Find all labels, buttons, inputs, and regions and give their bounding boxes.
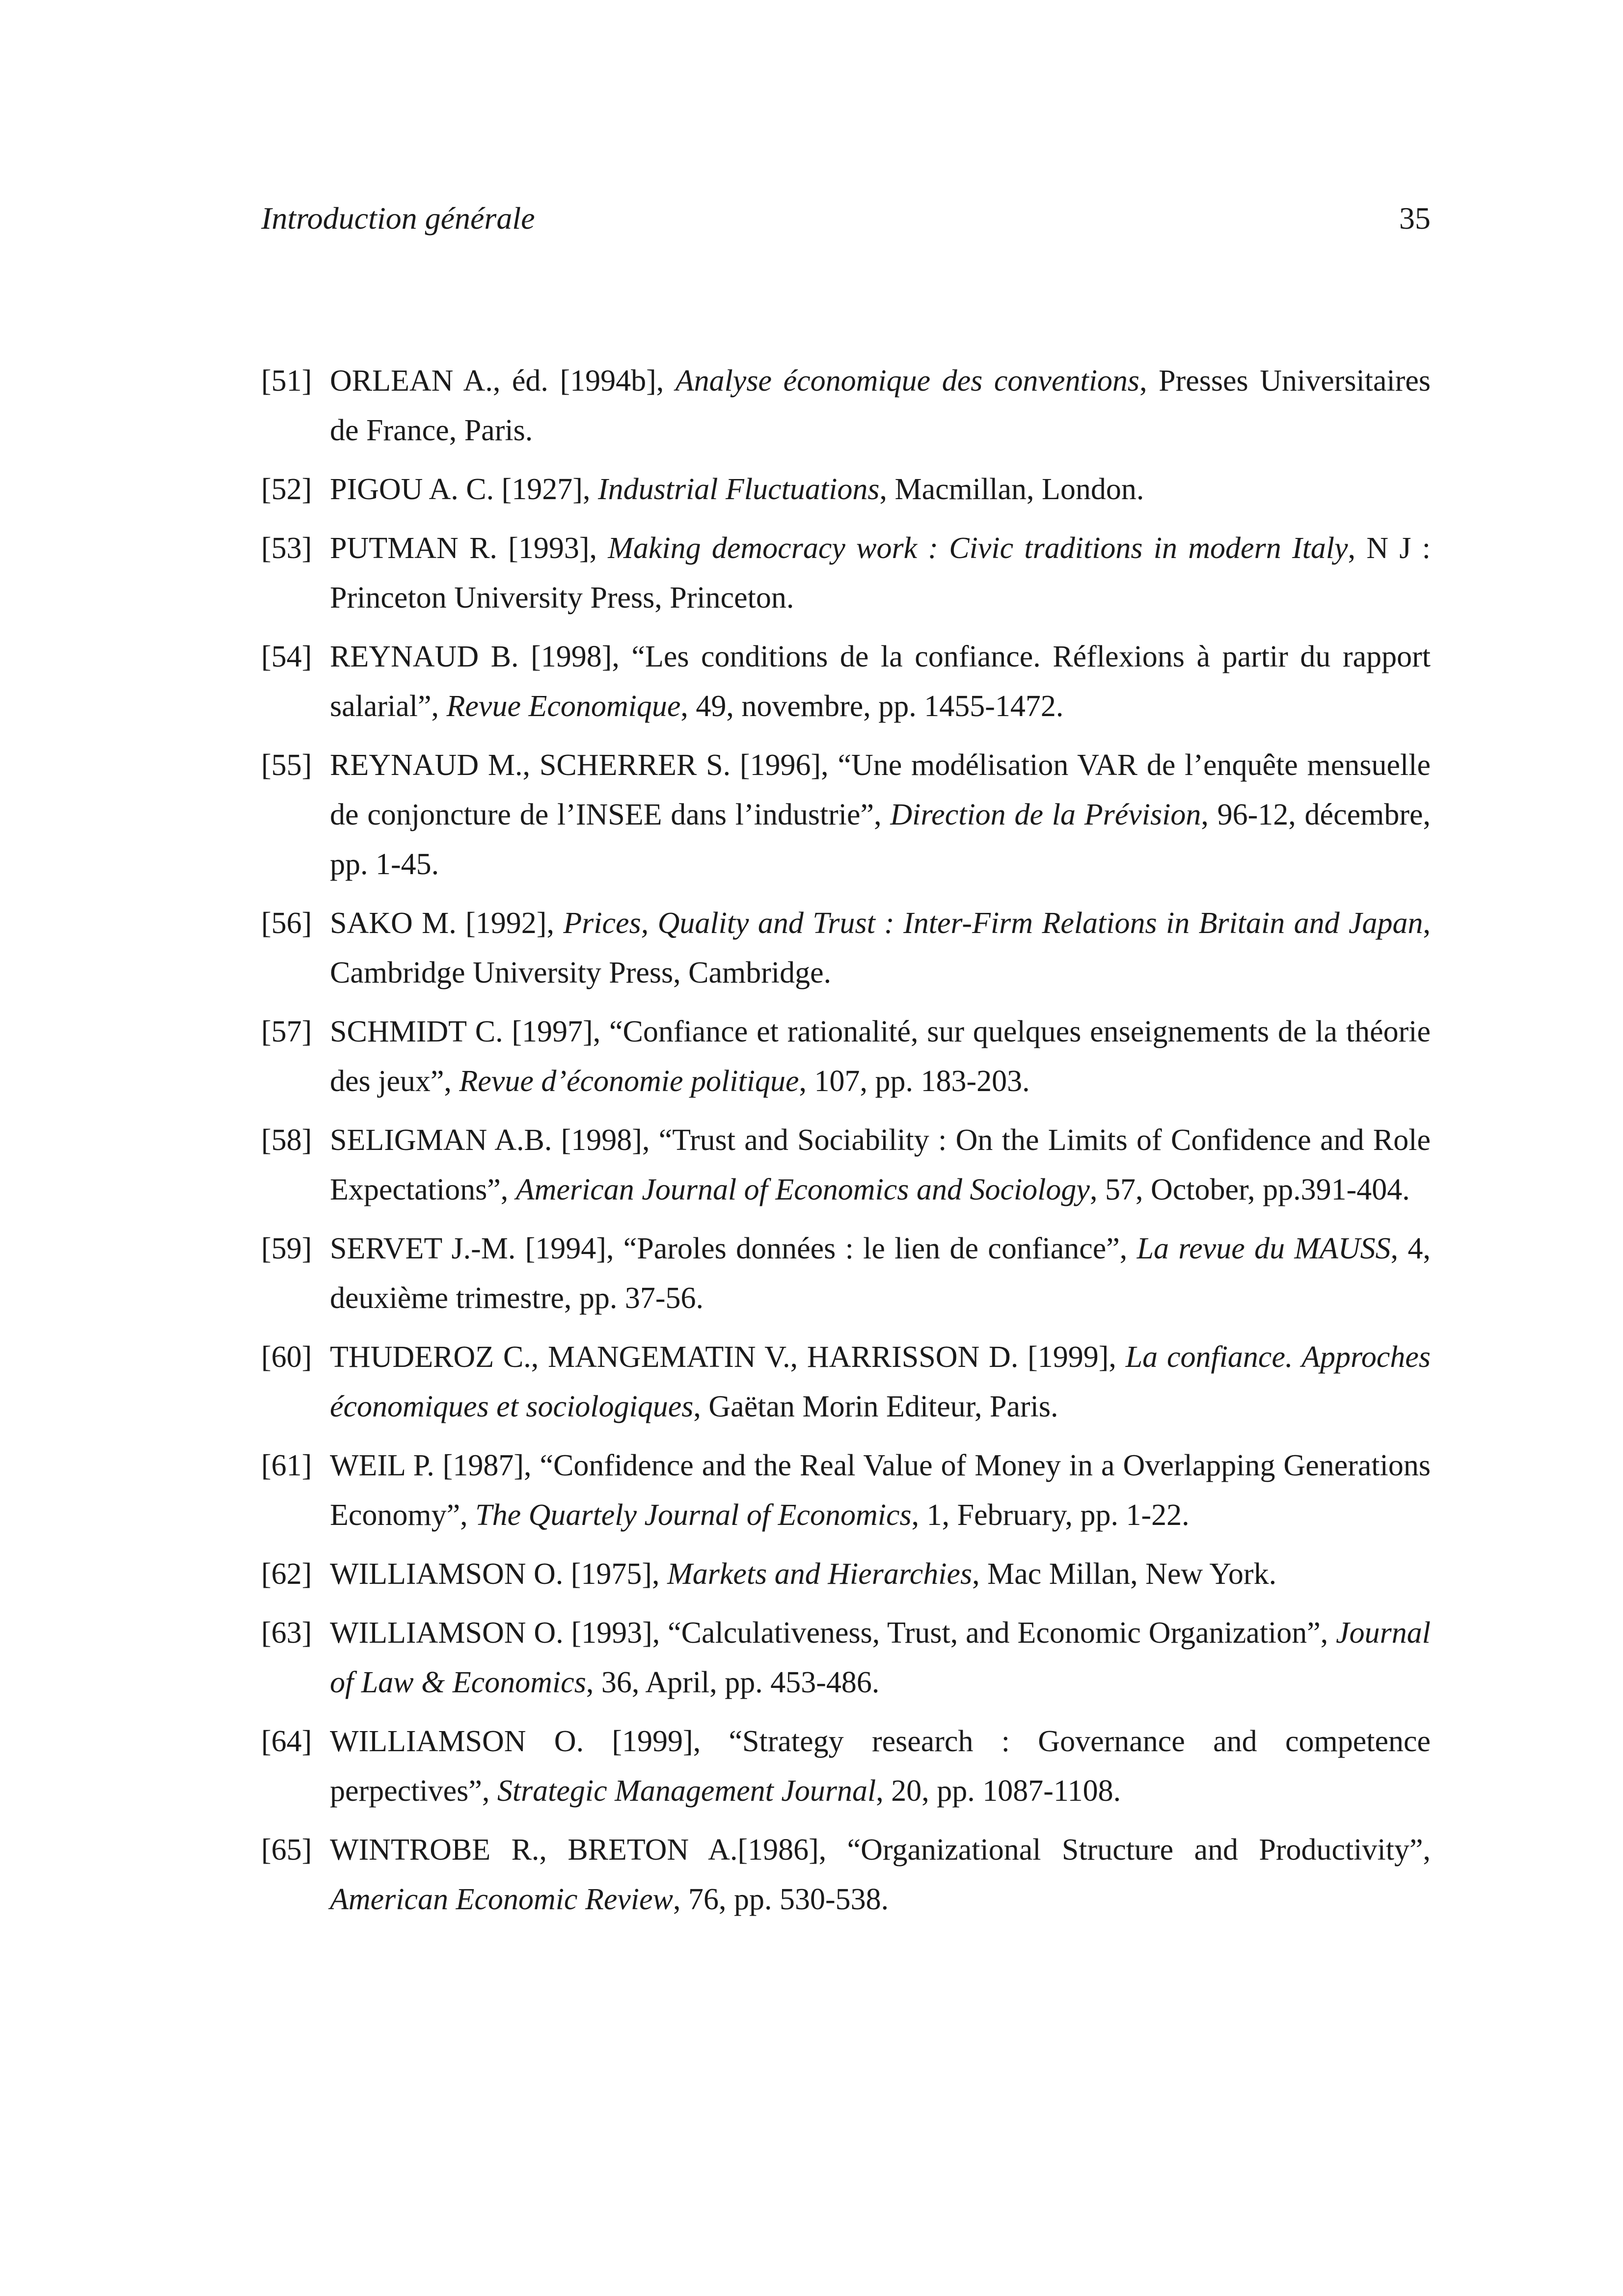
reference-title: La revue du MAUSS (1136, 1232, 1391, 1265)
reference-authors: WILLIAMSON O. [1993], “Calculativeness, Trust, and Economic Organization”, (330, 1616, 1336, 1650)
reference-text (330, 741, 1431, 889)
reference-details: , 20, pp. 1087-1108. (876, 1774, 1121, 1808)
reference-title: Prices, Quality and Trust : Inter-Firm Relations in Britain and Japan (563, 907, 1423, 940)
reference-text (330, 1549, 1431, 1599)
reference-authors: REYNAUD M., SCHERRER S. [1996], “Une modélisation VAR de l’enquête mensuelle de conjoncture de l’INSEE dans l’industrie”, (330, 748, 1431, 831)
reference-authors: SERVET J.-M. [1994], “Paroles données : le lien de confiance”, (330, 1232, 1137, 1265)
reference-entry (261, 1007, 1431, 1106)
reference-number: [58] (261, 1123, 312, 1157)
reference-number: [54] (261, 640, 312, 673)
reference-title: The Quartely Journal of Economics (475, 1498, 912, 1532)
bibliography-list (261, 356, 1431, 1934)
reference-text (330, 1007, 1431, 1106)
reference-entry (261, 1825, 1431, 1924)
reference-entry (261, 632, 1431, 731)
reference-authors: ORLEAN A., éd. [1994b], (330, 364, 676, 398)
reference-authors: SCHMIDT C. [1997], “Confiance et rationalité, sur quelques enseignements de la théorie des jeux”, (330, 1015, 1431, 1098)
reference-details: , N J : Princeton University Press, Princeton. (330, 532, 1431, 614)
reference-title: Direction de la Prévision (890, 798, 1201, 831)
reference-number: [53] (261, 532, 312, 565)
reference-entry (261, 1717, 1431, 1816)
reference-entry (261, 1549, 1431, 1599)
reference-details: , 76, pp. 530-538. (673, 1883, 889, 1916)
reference-authors: WEIL P. [1987], “Confidence and the Real Value of Money in a Overlapping Generations Economy”, (330, 1449, 1431, 1532)
reference-details: , Mac Millan, New York. (972, 1557, 1277, 1591)
reference-entry (261, 524, 1431, 623)
reference-number: [63] (261, 1616, 312, 1650)
reference-details: , 57, October, pp.391-404. (1089, 1173, 1410, 1206)
reference-title: Journal of Law & Economics (330, 1616, 1431, 1699)
reference-title: La confiance. Approches économiques et sociologiques (330, 1340, 1431, 1423)
reference-details: , 49, novembre, pp. 1455-1472. (680, 690, 1064, 723)
page-number: 35 (1399, 201, 1431, 236)
reference-authors: THUDEROZ C., MANGEMATIN V., HARRISSON D. [1999], (330, 1340, 1126, 1374)
reference-text (330, 524, 1431, 623)
reference-authors: REYNAUD B. [1998], “Les conditions de la confiance. Réflexions à partir du rapport salarial”, (330, 640, 1431, 723)
reference-authors: WILLIAMSON O. [1999], “Strategy research : Governance and competence perpectives”, (330, 1725, 1431, 1808)
reference-title: Revue Economique (446, 690, 681, 723)
reference-title: Revue d’économie politique (459, 1065, 799, 1098)
reference-text (330, 632, 1431, 731)
reference-text (330, 1608, 1431, 1708)
reference-title: Industrial Fluctuations (597, 473, 880, 506)
running-head-title: Introduction générale (261, 201, 535, 236)
reference-entry (261, 1441, 1431, 1540)
reference-number: [57] (261, 1015, 312, 1048)
reference-title: Strategic Management Journal (497, 1774, 876, 1808)
reference-details: , 4, deuxième trimestre, pp. 37-56. (330, 1232, 1431, 1315)
reference-authors: PUTMAN R. [1993], (330, 532, 608, 565)
reference-authors: WINTROBE R., BRETON A.[1986], “Organizational Structure and Productivity”, (330, 1833, 1431, 1867)
reference-text (330, 899, 1431, 998)
reference-entry (261, 899, 1431, 998)
reference-details: , 36, April, pp. 453-486. (586, 1666, 880, 1699)
reference-details: , Gaëtan Morin Editeur, Paris. (693, 1390, 1058, 1423)
reference-entry (261, 1224, 1431, 1323)
reference-text (330, 1717, 1431, 1816)
reference-number: [60] (261, 1340, 312, 1374)
reference-title: American Economic Review (330, 1883, 673, 1916)
reference-text (330, 1333, 1431, 1432)
reference-text (330, 356, 1431, 455)
reference-number: [59] (261, 1232, 312, 1265)
reference-number: [62] (261, 1557, 312, 1591)
reference-authors: WILLIAMSON O. [1975], (330, 1557, 668, 1591)
reference-title: Markets and Hierarchies (667, 1557, 973, 1591)
reference-authors: SELIGMAN A.B. [1998], “Trust and Sociability : On the Limits of Confidence and Role Expectations”, (330, 1123, 1431, 1206)
reference-number: [65] (261, 1833, 312, 1867)
reference-authors: SAKO M. [1992], (330, 907, 564, 940)
reference-details: , Presses Universitaires de France, Paris. (330, 364, 1431, 447)
reference-number: [64] (261, 1725, 312, 1758)
reference-entry (261, 1608, 1431, 1708)
reference-text (330, 465, 1431, 514)
reference-number: [51] (261, 364, 312, 398)
reference-number: [61] (261, 1449, 312, 1482)
reference-details: , 1, February, pp. 1-22. (911, 1498, 1190, 1532)
reference-authors: PIGOU A. C. [1927], (330, 473, 598, 506)
reference-details: , 96-12, décembre, pp. 1-45. (330, 798, 1431, 881)
reference-entry (261, 1116, 1431, 1215)
reference-title: Analyse économique des conventions (675, 364, 1140, 398)
reference-title: American Journal of Economics and Sociology (515, 1173, 1090, 1206)
reference-details: , Cambridge University Press, Cambridge. (330, 907, 1431, 989)
reference-entry (261, 1333, 1431, 1432)
reference-text (330, 1441, 1431, 1540)
reference-details: , 107, pp. 183-203. (799, 1065, 1030, 1098)
reference-entry (261, 465, 1431, 514)
reference-number: [52] (261, 473, 312, 506)
reference-entry (261, 741, 1431, 889)
reference-entry (261, 356, 1431, 455)
reference-text (330, 1224, 1431, 1323)
reference-title: Making democracy work : Civic traditions in modern Italy (608, 532, 1348, 565)
reference-text (330, 1116, 1431, 1215)
reference-text (330, 1825, 1431, 1924)
reference-number: [55] (261, 748, 312, 782)
reference-number: [56] (261, 907, 312, 940)
reference-details: , Macmillan, London. (879, 473, 1144, 506)
